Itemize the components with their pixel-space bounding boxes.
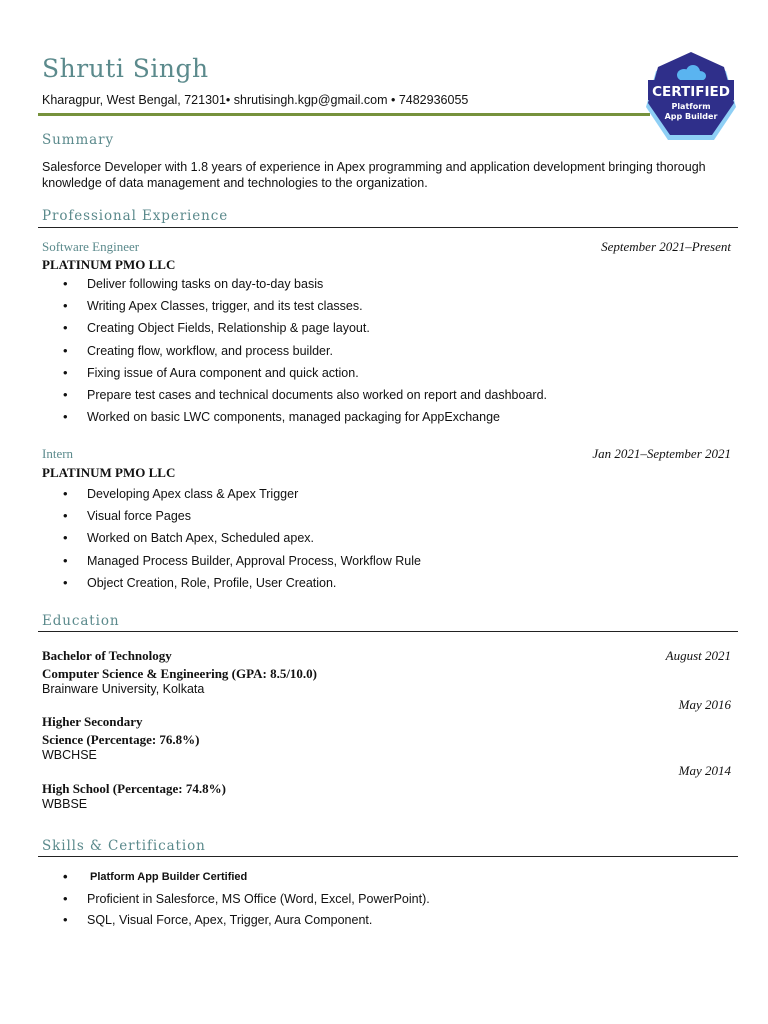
duty-item: • Creating Object Fields, Relationship & page layout. <box>42 320 722 342</box>
education-divider <box>38 631 738 632</box>
duty-item: • Worked on Batch Apex, Scheduled apex. <box>42 530 722 552</box>
job-dates: Jan 2021–September 2021 <box>592 446 731 461</box>
duty-item: • Object Creation, Role, Profile, User Creation. <box>42 575 722 597</box>
experience-divider <box>38 227 738 228</box>
duty-item: • Worked on basic LWC components, managed packaging for AppExchange <box>42 409 722 431</box>
duty-item: • Deliver following tasks on day-to-day basis <box>42 276 722 298</box>
school-name: WBCHSE <box>42 748 97 762</box>
skill-item: • Platform App Builder Certified <box>42 869 722 891</box>
degree-title: Higher Secondary <box>42 714 143 729</box>
header-divider <box>38 113 650 116</box>
duty-item: • Managed Process Builder, Approval Process, Workflow Rule <box>42 553 722 575</box>
degree-field: Science (Percentage: 76.8%) <box>42 732 200 747</box>
school-name: WBBSE <box>42 797 88 811</box>
job-title: Intern <box>42 446 74 461</box>
job-duties-list <box>42 276 722 431</box>
badge-line2: App Builder <box>664 112 718 121</box>
skills-list <box>42 869 722 934</box>
job-dates: September 2021–Present <box>601 239 731 254</box>
education-heading: Education <box>42 613 120 629</box>
degree-title: High School (Percentage: 74.8%) <box>42 781 226 796</box>
summary-heading: Summary <box>42 132 114 148</box>
education-date: May 2016 <box>678 697 731 712</box>
duty-item: • Writing Apex Classes, trigger, and its test classes. <box>42 298 722 320</box>
summary-text: Salesforce Developer with 1.8 years of experience in Apex programming and application development bringing thorough knowledge of data management and technologies to the organization. <box>42 160 706 190</box>
education-date: May 2014 <box>678 763 731 778</box>
duty-item: • Visual force Pages <box>42 508 722 530</box>
company-name: PLATINUM PMO LLC <box>42 257 176 272</box>
school-name: Brainware University, Kolkata <box>42 682 205 696</box>
duty-item: • Creating flow, workflow, and process builder. <box>42 343 722 365</box>
duty-item: • Fixing issue of Aura component and quick action. <box>42 365 722 387</box>
skill-item: • SQL, Visual Force, Apex, Trigger, Aura Component. <box>42 912 722 934</box>
contact-line: Kharagpur, West Bengal, 721301• shrutisingh.kgp@gmail.com • 7482936055 <box>42 93 469 107</box>
skills-divider <box>38 856 738 857</box>
skill-item: • Proficient in Salesforce, MS Office (Word, Excel, PowerPoint). <box>42 891 722 913</box>
badge-title: CERTIFIED <box>652 84 730 100</box>
education-date: August 2021 <box>665 648 731 663</box>
company-name: PLATINUM PMO LLC <box>42 465 176 480</box>
duty-item: • Prepare test cases and technical documents also worked on report and dashboard. <box>42 387 722 409</box>
degree-field: Computer Science & Engineering (GPA: 8.5/10.0) <box>42 666 318 681</box>
degree-title: Bachelor of Technology <box>42 648 172 663</box>
certified-badge <box>644 52 738 148</box>
job-title: Software Engineer <box>42 239 140 254</box>
job-duties-list <box>42 486 722 597</box>
skills-heading: Skills & Certification <box>42 838 206 854</box>
badge-line1: Platform <box>671 102 711 111</box>
duty-item: • Developing Apex class & Apex Trigger <box>42 486 722 508</box>
candidate-name: Shruti Singh <box>42 54 209 83</box>
experience-heading: Professional Experience <box>42 208 229 224</box>
